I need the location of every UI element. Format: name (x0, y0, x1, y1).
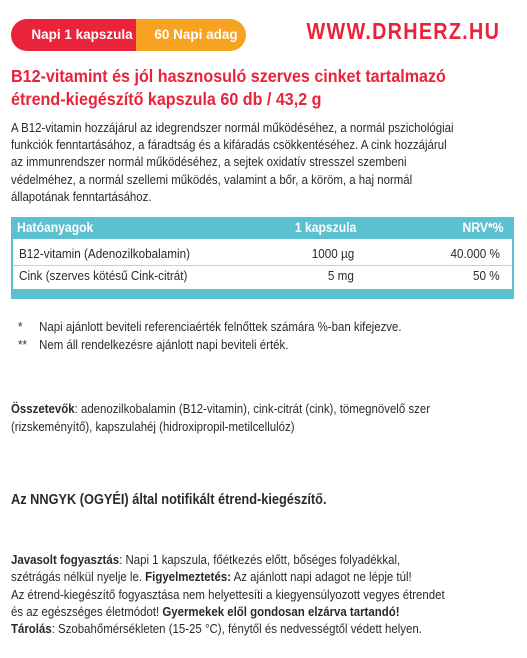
table-footer-bar (11, 289, 514, 299)
intro-line: funkciók fenntartásához, a fáradtság és a kifáradás csökkentéséhez. A cink hozzájárul (11, 137, 447, 153)
footnote-text: Napi ajánlott beviteli referenciaérték felnőttek számára %-ban kifejezve. (39, 319, 402, 334)
footnote-mark: * (18, 319, 23, 334)
website-link[interactable]: WWW.DRHERZ.HU (306, 18, 500, 44)
usage-section (11, 551, 521, 637)
header-nrv: NRV*% (463, 220, 504, 235)
daily-dose-badge: 60 Napi adag (136, 19, 246, 51)
product-title-line1: B12-vitamint és jól hasznosuló szerves cinket tartalmazó (11, 66, 446, 86)
footnote-na (18, 336, 288, 353)
product-title (11, 65, 480, 111)
cell-nrv: 40.000 % (450, 246, 500, 261)
product-title-line2: étrend-kiegészítő kapszula 60 db / 43,2 g (11, 89, 322, 109)
table-row (13, 242, 512, 266)
cell-ingredient: Cink (szerves kötésű Cink-citrát) (19, 268, 188, 283)
daily-capsule-badge: Napi 1 kapszula (11, 19, 153, 51)
warning-label: Figyelmeztetés: (145, 569, 232, 585)
footnote-mark: ** (18, 337, 27, 352)
ingredients-section (11, 400, 513, 436)
table-body (11, 239, 514, 289)
footnote-nrv (18, 318, 402, 335)
header-per-capsule: 1 kapszula (294, 220, 356, 235)
notification-statement: Az NNGYK (OGYÉI) által notifikált étrend-kiegészítő. (11, 492, 327, 508)
ingredients-label: Összetevők (11, 401, 75, 416)
header-active-ingredients: Hatóanyagok (17, 220, 94, 235)
intro-line: A B12-vitamin hozzájárul az idegrendszer normál működéséhez, a normál pszichológiai (11, 120, 454, 135)
cell-amount: 5 mg (327, 268, 354, 283)
storage-label: Tárolás (11, 621, 52, 637)
warning-text: Az ajánlott napi adagot ne lépje túl! (231, 569, 412, 585)
intro-line: állapotának fenntartásához. (11, 188, 152, 204)
ingredients-text: : adenozilkobalamin (B12-vitamin), cink-citrát (cink), tömegnövelő szer (74, 401, 431, 416)
intro-line: védelméhez, a normál szellemi működés, valamint a bőr, a köröm, a haj normál (11, 171, 413, 187)
storage-text: : Szobahőmérsékleten (15-25 °C), fénytől és nedvességtől védett helyen. (51, 621, 422, 637)
footnote-text: Nem áll rendelkezésre ajánlott napi beviteli érték. (39, 337, 289, 352)
intro-paragraph (11, 119, 504, 205)
diet-disclaimer: Az étrend-kiegészítő fogyasztása nem helyettesíti a kiegyensúlyozott vegyes étrendet (11, 586, 445, 602)
intro-line: az immunrendszer normál működéséhez, a sejtek oxidatív stresszel szembeni (11, 154, 407, 170)
usage-label: Javasolt fogyasztás (11, 552, 120, 567)
nutrition-table (11, 217, 514, 297)
table-header (11, 217, 514, 239)
table-row (13, 264, 512, 287)
children-warning: Gyermekek elől gondosan elzárva tartandó! (162, 603, 400, 619)
usage-text-cont: szétrágás nélkül nyelje le. (11, 569, 146, 585)
cell-amount: 1000 µg (311, 246, 354, 261)
usage-text: : Napi 1 kapszula, főétkezés előtt, bőséges folyadékkal, (119, 552, 401, 567)
ingredients-text-cont: (rizskeményítő), kapszulahéj (hidroxipropil-metilcellulóz) (11, 419, 295, 434)
cell-ingredient: B12-vitamin (Adenozilkobalamin) (19, 246, 191, 261)
cell-nrv: 50 % (473, 268, 500, 283)
diet-disclaimer-cont: és az egészséges életmódot! (11, 603, 163, 619)
